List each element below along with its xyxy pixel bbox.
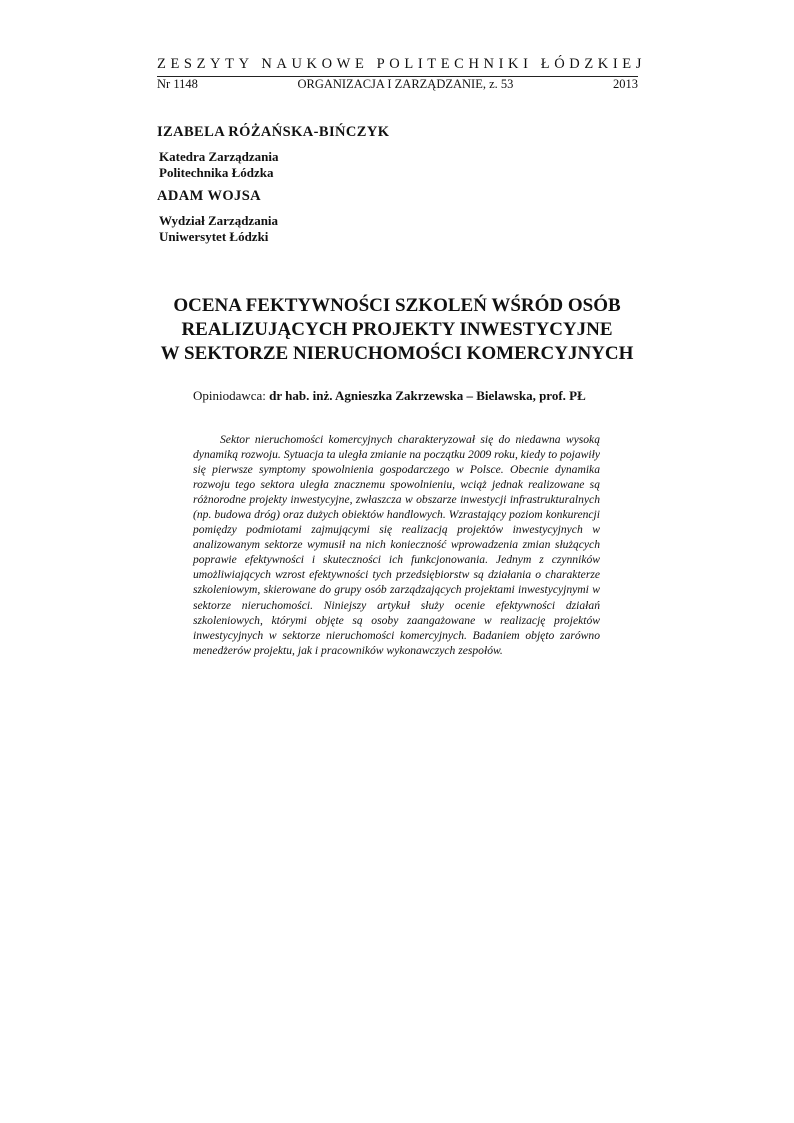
- journal-title: ZESZYTY NAUKOWE POLITECHNIKI ŁÓDZKIEJ: [157, 56, 647, 72]
- article-title-line: OCENA FEKTYWNOŚCI SZKOLEŃ WŚRÓD OSÓB: [173, 295, 621, 316]
- abstract-text: Sektor nieruchomości komercyjnych charakteryzował się do niedawna wysoką dynamiką rozwoju. Sytuacja ta uległa zmianie na początku 2009 roku, kiedy to pojawiły się pierwsze symptomy spowolnienia gospodarczego w Polsce. Obecnie dynamika rozwoju tego sektora uległa znacznemu spowolnieniu, wciąż jednak realizowane są różnorodne projekty inwestycyjne, zwłaszcza w obszarze inwestycji infrastrukturalnych (np. budowa dróg) oraz dużych obiektów handlowych. Wzrastający poziom konkurencji pomiędzy podmiotami zajmującymi się realizacją projektów inwestycyjnych w analizowanym sektorze wymusił na nich konieczność wprowadzenia zmian służących poprawie efektywności i skuteczności ich funkcjonowania. Jednym z czynników umożliwiających wzrost efektywności tych przedsiębiorstw są działania o charakterze szkoleniowym, skierowane do grupy osób zarządzających projektami inwestycyjnymi w sektorze nieruchomości. Niniejszy artykuł służy ocenie efektywności działań szkoleniowych, którymi objęte są osoby zaangażowane w realizację projektów inwestycyjnych w sektorze nieruchomości komercyjnych. Badaniem objęto zarówno menedżerów projektu, jak i pracowników wykonawczych zespołów.: [193, 433, 600, 657]
- reviewer-name: dr hab. inż. Agnieszka Zakrzewska – Bielawska, prof. PŁ: [269, 388, 586, 403]
- reviewer-line: [193, 388, 623, 404]
- journal-series: ORGANIZACJA I ZARZĄDZANIE, z. 53: [297, 77, 514, 91]
- journal-issue-line: [157, 77, 638, 92]
- article-title: [120, 294, 674, 366]
- author-name: IZABELA RÓŻAŃSKA-BIŃCZYK: [157, 124, 390, 140]
- author-affiliation: Politechnika Łódzka: [159, 165, 274, 180]
- issue-number: Nr 1148: [157, 77, 198, 91]
- issue-year: 2013: [613, 77, 638, 91]
- author-affiliation: Katedra Zarządzania: [159, 149, 279, 164]
- author-affiliation: Wydział Zarządzania: [159, 213, 279, 228]
- author-affiliation: Uniwersytet Łódzki: [159, 229, 269, 244]
- article-title-line: REALIZUJĄCYCH PROJEKTY INWESTYCYJNE: [181, 319, 613, 340]
- author-name: ADAM WOJSA: [157, 188, 262, 204]
- reviewer-label: Opiniodawca:: [193, 388, 270, 403]
- article-title-line: W SEKTORZE NIERUCHOMOŚCI KOMERCYJNYCH: [160, 343, 634, 364]
